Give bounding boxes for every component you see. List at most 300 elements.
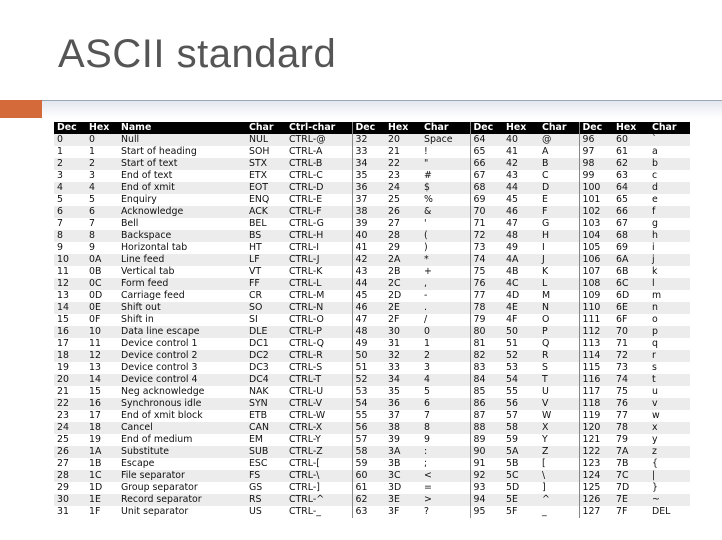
- cell-dec: 25: [54, 434, 86, 446]
- cell-ctrl-char: CTRL-U: [286, 386, 352, 398]
- cell-hex: 5: [86, 194, 118, 206]
- cell-hex: 3A: [385, 446, 421, 458]
- cell-char: _: [539, 506, 579, 518]
- table-row: [54, 458, 690, 470]
- cell-char: J: [539, 254, 579, 266]
- cell-dec: 117: [579, 386, 613, 398]
- cell-hex: 27: [385, 218, 421, 230]
- cell-dec: 57: [352, 434, 385, 446]
- cell-dec: 17: [54, 338, 86, 350]
- cell-dec: 31: [54, 506, 86, 518]
- cell-dec: 81: [470, 338, 503, 350]
- cell-dec: 69: [470, 194, 503, 206]
- cell-name: Bell: [118, 218, 246, 230]
- table-row: [54, 326, 690, 338]
- cell-hex: 60: [613, 134, 649, 146]
- cell-name: Form feed: [118, 278, 246, 290]
- cell-name: Carriage feed: [118, 290, 246, 302]
- cell-dec: 37: [352, 194, 385, 206]
- cell-char: w: [649, 410, 690, 422]
- cell-char: !: [421, 146, 470, 158]
- cell-char: C: [539, 170, 579, 182]
- cell-hex: 73: [613, 362, 649, 374]
- cell-dec: 112: [579, 326, 613, 338]
- cell-char: ': [421, 218, 470, 230]
- cell-ctrl-char: CTRL-\: [286, 470, 352, 482]
- cell-dec: 38: [352, 206, 385, 218]
- cell-char: ?: [421, 506, 470, 518]
- table-row: [54, 302, 690, 314]
- cell-hex: 2D: [385, 290, 421, 302]
- cell-char: X: [539, 422, 579, 434]
- table-row: [54, 266, 690, 278]
- cell-char: BS: [246, 230, 286, 242]
- cell-dec: 30: [54, 494, 86, 506]
- cell-dec: 70: [470, 206, 503, 218]
- cell-dec: 115: [579, 362, 613, 374]
- cell-dec: 44: [352, 278, 385, 290]
- cell-dec: 11: [54, 266, 86, 278]
- cell-hex: 1D: [86, 482, 118, 494]
- cell-dec: 110: [579, 302, 613, 314]
- cell-ctrl-char: CTRL-K: [286, 266, 352, 278]
- cell-dec: 122: [579, 446, 613, 458]
- cell-hex: 26: [385, 206, 421, 218]
- cell-char: EOT: [246, 182, 286, 194]
- cell-ctrl-char: CTRL-_: [286, 506, 352, 518]
- cell-char: R: [539, 350, 579, 362]
- cell-char: n: [649, 302, 690, 314]
- cell-dec: 9: [54, 242, 86, 254]
- cell-hex: 5D: [503, 482, 539, 494]
- cell-dec: 96: [579, 134, 613, 146]
- cell-name: Device control 2: [118, 350, 246, 362]
- cell-hex: 46: [503, 206, 539, 218]
- cell-hex: 6C: [613, 278, 649, 290]
- table-row: [54, 146, 690, 158]
- cell-dec: 109: [579, 290, 613, 302]
- cell-hex: 62: [613, 158, 649, 170]
- cell-dec: 68: [470, 182, 503, 194]
- table-row: [54, 182, 690, 194]
- cell-hex: 49: [503, 242, 539, 254]
- cell-ctrl-char: CTRL-W: [286, 410, 352, 422]
- column-header-char: Char: [649, 122, 690, 134]
- cell-char: NUL: [246, 134, 286, 146]
- cell-char: #: [421, 170, 470, 182]
- cell-char: ,: [421, 278, 470, 290]
- cell-hex: 4A: [503, 254, 539, 266]
- cell-name: Enquiry: [118, 194, 246, 206]
- cell-hex: 7B: [613, 458, 649, 470]
- cell-dec: 102: [579, 206, 613, 218]
- cell-dec: 56: [352, 422, 385, 434]
- cell-dec: 93: [470, 482, 503, 494]
- cell-char: Y: [539, 434, 579, 446]
- cell-char: ESC: [246, 458, 286, 470]
- table-row: [54, 482, 690, 494]
- cell-dec: 71: [470, 218, 503, 230]
- cell-ctrl-char: CTRL-S: [286, 362, 352, 374]
- cell-hex: 1: [86, 146, 118, 158]
- cell-hex: 4E: [503, 302, 539, 314]
- cell-char: [: [539, 458, 579, 470]
- cell-hex: 40: [503, 134, 539, 146]
- cell-hex: 37: [385, 410, 421, 422]
- cell-hex: 57: [503, 410, 539, 422]
- cell-name: Shift in: [118, 314, 246, 326]
- cell-dec: 32: [352, 134, 385, 146]
- cell-char: ": [421, 158, 470, 170]
- cell-dec: 64: [470, 134, 503, 146]
- cell-char: (: [421, 230, 470, 242]
- cell-hex: 2E: [385, 302, 421, 314]
- cell-dec: 29: [54, 482, 86, 494]
- cell-hex: 6E: [613, 302, 649, 314]
- cell-dec: 28: [54, 470, 86, 482]
- cell-char: FF: [246, 278, 286, 290]
- cell-dec: 53: [352, 386, 385, 398]
- cell-hex: 5B: [503, 458, 539, 470]
- cell-dec: 106: [579, 254, 613, 266]
- cell-hex: 3C: [385, 470, 421, 482]
- cell-dec: 99: [579, 170, 613, 182]
- cell-dec: 60: [352, 470, 385, 482]
- cell-char: B: [539, 158, 579, 170]
- cell-char: 6: [421, 398, 470, 410]
- cell-dec: 15: [54, 314, 86, 326]
- column-header-dec: Dec: [352, 122, 385, 134]
- cell-hex: 7: [86, 218, 118, 230]
- cell-dec: 45: [352, 290, 385, 302]
- cell-dec: 87: [470, 410, 503, 422]
- cell-hex: 6D: [613, 290, 649, 302]
- cell-ctrl-char: CTRL-]: [286, 482, 352, 494]
- cell-hex: 4F: [503, 314, 539, 326]
- cell-hex: 52: [503, 350, 539, 362]
- cell-dec: 41: [352, 242, 385, 254]
- cell-hex: 67: [613, 218, 649, 230]
- table-row: [54, 506, 690, 518]
- cell-dec: 63: [352, 506, 385, 518]
- cell-char: ~: [649, 494, 690, 506]
- cell-hex: 34: [385, 374, 421, 386]
- cell-char: DEL: [649, 506, 690, 518]
- cell-char: e: [649, 194, 690, 206]
- cell-hex: 0E: [86, 302, 118, 314]
- cell-name: Device control 4: [118, 374, 246, 386]
- cell-char: i: [649, 242, 690, 254]
- cell-dec: 59: [352, 458, 385, 470]
- cell-dec: 111: [579, 314, 613, 326]
- cell-hex: 10: [86, 326, 118, 338]
- cell-dec: 43: [352, 266, 385, 278]
- cell-char: CR: [246, 290, 286, 302]
- cell-dec: 118: [579, 398, 613, 410]
- cell-ctrl-char: CTRL-G: [286, 218, 352, 230]
- cell-hex: 79: [613, 434, 649, 446]
- cell-dec: 105: [579, 242, 613, 254]
- cell-hex: 30: [385, 326, 421, 338]
- cell-char: T: [539, 374, 579, 386]
- cell-ctrl-char: CTRL-L: [286, 278, 352, 290]
- cell-char: F: [539, 206, 579, 218]
- cell-dec: 89: [470, 434, 503, 446]
- cell-ctrl-char: CTRL-^: [286, 494, 352, 506]
- cell-char: D: [539, 182, 579, 194]
- cell-hex: 3F: [385, 506, 421, 518]
- cell-hex: 31: [385, 338, 421, 350]
- cell-hex: 63: [613, 170, 649, 182]
- cell-hex: 13: [86, 362, 118, 374]
- cell-char: SYN: [246, 398, 286, 410]
- cell-char: U: [539, 386, 579, 398]
- cell-dec: 116: [579, 374, 613, 386]
- cell-hex: 4D: [503, 290, 539, 302]
- table-row: [54, 374, 690, 386]
- cell-ctrl-char: CTRL-P: [286, 326, 352, 338]
- table-row: [54, 446, 690, 458]
- cell-char: .: [421, 302, 470, 314]
- cell-dec: 83: [470, 362, 503, 374]
- cell-char: DLE: [246, 326, 286, 338]
- cell-char: s: [649, 362, 690, 374]
- cell-char: <: [421, 470, 470, 482]
- table-body: [54, 134, 690, 518]
- cell-name: End of text: [118, 170, 246, 182]
- cell-char: ]: [539, 482, 579, 494]
- cell-hex: 59: [503, 434, 539, 446]
- cell-dec: 48: [352, 326, 385, 338]
- cell-hex: 14: [86, 374, 118, 386]
- cell-char: m: [649, 290, 690, 302]
- cell-char: j: [649, 254, 690, 266]
- cell-hex: 42: [503, 158, 539, 170]
- cell-dec: 52: [352, 374, 385, 386]
- table-row: [54, 350, 690, 362]
- cell-hex: 29: [385, 242, 421, 254]
- cell-char: FS: [246, 470, 286, 482]
- table-row: [54, 158, 690, 170]
- cell-hex: 22: [385, 158, 421, 170]
- cell-dec: 120: [579, 422, 613, 434]
- cell-hex: 51: [503, 338, 539, 350]
- cell-hex: 1B: [86, 458, 118, 470]
- table-row: [54, 338, 690, 350]
- cell-hex: 0B: [86, 266, 118, 278]
- cell-hex: 0A: [86, 254, 118, 266]
- table-row: [54, 170, 690, 182]
- cell-char: STX: [246, 158, 286, 170]
- cell-dec: 39: [352, 218, 385, 230]
- cell-dec: 27: [54, 458, 86, 470]
- cell-dec: 20: [54, 374, 86, 386]
- cell-char: {: [649, 458, 690, 470]
- cell-char: @: [539, 134, 579, 146]
- cell-hex: 12: [86, 350, 118, 362]
- cell-char: ): [421, 242, 470, 254]
- cell-hex: 2: [86, 158, 118, 170]
- cell-hex: 7D: [613, 482, 649, 494]
- cell-dec: 47: [352, 314, 385, 326]
- cell-char: EM: [246, 434, 286, 446]
- cell-ctrl-char: CTRL-J: [286, 254, 352, 266]
- cell-char: H: [539, 230, 579, 242]
- cell-hex: 54: [503, 374, 539, 386]
- cell-char: c: [649, 170, 690, 182]
- cell-hex: 15: [86, 386, 118, 398]
- cell-hex: 33: [385, 362, 421, 374]
- cell-char: L: [539, 278, 579, 290]
- cell-dec: 107: [579, 266, 613, 278]
- cell-hex: 11: [86, 338, 118, 350]
- cell-dec: 19: [54, 362, 86, 374]
- cell-dec: 124: [579, 470, 613, 482]
- cell-hex: 25: [385, 194, 421, 206]
- cell-char: g: [649, 218, 690, 230]
- cell-hex: 4: [86, 182, 118, 194]
- cell-hex: 8: [86, 230, 118, 242]
- cell-dec: 62: [352, 494, 385, 506]
- cell-char: :: [421, 446, 470, 458]
- cell-char: 0: [421, 326, 470, 338]
- column-header-hex: Hex: [503, 122, 539, 134]
- cell-char: DC1: [246, 338, 286, 350]
- cell-name: Cancel: [118, 422, 246, 434]
- cell-char: >: [421, 494, 470, 506]
- column-header-char: Char: [539, 122, 579, 134]
- cell-char: GS: [246, 482, 286, 494]
- cell-ctrl-char: CTRL-H: [286, 230, 352, 242]
- cell-dec: 3: [54, 170, 86, 182]
- cell-dec: 94: [470, 494, 503, 506]
- cell-char: SO: [246, 302, 286, 314]
- cell-char: 4: [421, 374, 470, 386]
- cell-hex: 16: [86, 398, 118, 410]
- cell-char: +: [421, 266, 470, 278]
- cell-ctrl-char: CTRL-R: [286, 350, 352, 362]
- cell-char: A: [539, 146, 579, 158]
- cell-dec: 12: [54, 278, 86, 290]
- cell-dec: 22: [54, 398, 86, 410]
- cell-ctrl-char: CTRL-B: [286, 158, 352, 170]
- cell-char: r: [649, 350, 690, 362]
- cell-char: f: [649, 206, 690, 218]
- cell-char: a: [649, 146, 690, 158]
- cell-dec: 123: [579, 458, 613, 470]
- column-header-ctrl-char: Ctrl-char: [286, 122, 352, 134]
- cell-hex: 2F: [385, 314, 421, 326]
- cell-hex: 70: [613, 326, 649, 338]
- cell-hex: 44: [503, 182, 539, 194]
- cell-char: 1: [421, 338, 470, 350]
- cell-hex: 55: [503, 386, 539, 398]
- cell-char: SUB: [246, 446, 286, 458]
- cell-char: Q: [539, 338, 579, 350]
- cell-hex: 2A: [385, 254, 421, 266]
- cell-hex: 43: [503, 170, 539, 182]
- cell-ctrl-char: CTRL-D: [286, 182, 352, 194]
- cell-dec: 26: [54, 446, 86, 458]
- cell-hex: 4B: [503, 266, 539, 278]
- cell-hex: 6: [86, 206, 118, 218]
- cell-dec: 79: [470, 314, 503, 326]
- cell-hex: 5C: [503, 470, 539, 482]
- cell-hex: 3D: [385, 482, 421, 494]
- cell-dec: 67: [470, 170, 503, 182]
- cell-dec: 16: [54, 326, 86, 338]
- cell-dec: 113: [579, 338, 613, 350]
- cell-char: I: [539, 242, 579, 254]
- cell-char: 5: [421, 386, 470, 398]
- cell-char: ^: [539, 494, 579, 506]
- column-header-hex: Hex: [613, 122, 649, 134]
- cell-name: End of medium: [118, 434, 246, 446]
- cell-dec: 92: [470, 470, 503, 482]
- cell-hex: 7C: [613, 470, 649, 482]
- cell-hex: 78: [613, 422, 649, 434]
- cell-char: Space: [421, 134, 470, 146]
- cell-ctrl-char: CTRL-I: [286, 242, 352, 254]
- cell-dec: 51: [352, 362, 385, 374]
- cell-hex: 68: [613, 230, 649, 242]
- cell-dec: 65: [470, 146, 503, 158]
- cell-name: Vertical tab: [118, 266, 246, 278]
- cell-char: DC4: [246, 374, 286, 386]
- cell-hex: 17: [86, 410, 118, 422]
- cell-char: %: [421, 194, 470, 206]
- cell-hex: 5F: [503, 506, 539, 518]
- table-row: [54, 218, 690, 230]
- cell-hex: 3: [86, 170, 118, 182]
- cell-char: ACK: [246, 206, 286, 218]
- cell-char: u: [649, 386, 690, 398]
- cell-dec: 125: [579, 482, 613, 494]
- cell-char: q: [649, 338, 690, 350]
- cell-name: Backspace: [118, 230, 246, 242]
- cell-char: z: [649, 446, 690, 458]
- cell-hex: 61: [613, 146, 649, 158]
- cell-dec: 66: [470, 158, 503, 170]
- cell-char: LF: [246, 254, 286, 266]
- slide-title: ASCII standard: [58, 32, 337, 76]
- cell-hex: 53: [503, 362, 539, 374]
- cell-char: ENQ: [246, 194, 286, 206]
- cell-dec: 73: [470, 242, 503, 254]
- cell-dec: 58: [352, 446, 385, 458]
- cell-char: V: [539, 398, 579, 410]
- cell-hex: 1A: [86, 446, 118, 458]
- cell-char: NAK: [246, 386, 286, 398]
- cell-dec: 49: [352, 338, 385, 350]
- cell-dec: 84: [470, 374, 503, 386]
- cell-hex: 24: [385, 182, 421, 194]
- cell-dec: 33: [352, 146, 385, 158]
- cell-name: Device control 3: [118, 362, 246, 374]
- cell-dec: 42: [352, 254, 385, 266]
- cell-char: }: [649, 482, 690, 494]
- cell-char: `: [649, 134, 690, 146]
- cell-dec: 126: [579, 494, 613, 506]
- cell-name: Neg acknowledge: [118, 386, 246, 398]
- cell-dec: 127: [579, 506, 613, 518]
- accent-line: [42, 100, 722, 118]
- cell-ctrl-char: CTRL-X: [286, 422, 352, 434]
- cell-char: b: [649, 158, 690, 170]
- cell-ctrl-char: CTRL-T: [286, 374, 352, 386]
- cell-char: o: [649, 314, 690, 326]
- cell-name: Escape: [118, 458, 246, 470]
